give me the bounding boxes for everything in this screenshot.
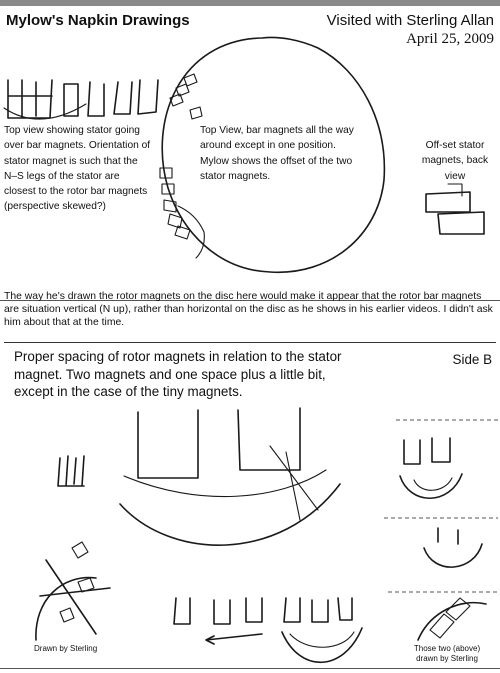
pivot-magnet-sketch (36, 542, 110, 640)
drawn-by-caption: Drawn by Sterling (34, 644, 98, 653)
offset-stator-sketch (426, 184, 484, 234)
visited-line: Visited with Sterling Allan (326, 12, 494, 29)
section-divider (4, 342, 496, 343)
those-two-caption: Those two (above) drawn by Sterling (413, 644, 481, 663)
small-magnets-sketch (58, 456, 84, 486)
offset-stator-note: Off-set stator magnets, back view (421, 140, 489, 182)
stator-over-magnets-sketch (4, 80, 158, 119)
rotor-magnet-note: The way he's drawn the rotor magnets on the disc here would make it appear that the rotor bar magnets are situation vertical (N up), rather than horizontal on the disc as he shows in his earlier videos. I didn't ask him about that at the time. (4, 291, 493, 329)
magnet-row-sketch (174, 598, 362, 662)
visit-date: April 25, 2009 (406, 31, 494, 47)
stator-spacing-sketch (120, 408, 340, 545)
spacing-description: Proper spacing of rotor magnets in relation to the stator magnet. Two magnets and one space plus a little bit, except in the case of the tiny magnets. (14, 349, 342, 399)
page-title: Mylow's Napkin Drawings (6, 12, 190, 29)
stator-orientation-note: Top view showing stator going over bar magnets. Orientation of stator magnet is such that the N–S legs of the stator are closest to the rotor bar magnets (perspective skewed?) (4, 125, 151, 213)
side-b-label: Side B (452, 352, 492, 367)
bottom-border (0, 668, 500, 669)
angled-stator-sketch (418, 598, 486, 640)
top-view-note: Top View, bar magnets all the way around except in one position. Mylow shows the offset of the two stator magnets. (200, 125, 354, 182)
horseshoe-magnets-sketch (400, 438, 482, 567)
